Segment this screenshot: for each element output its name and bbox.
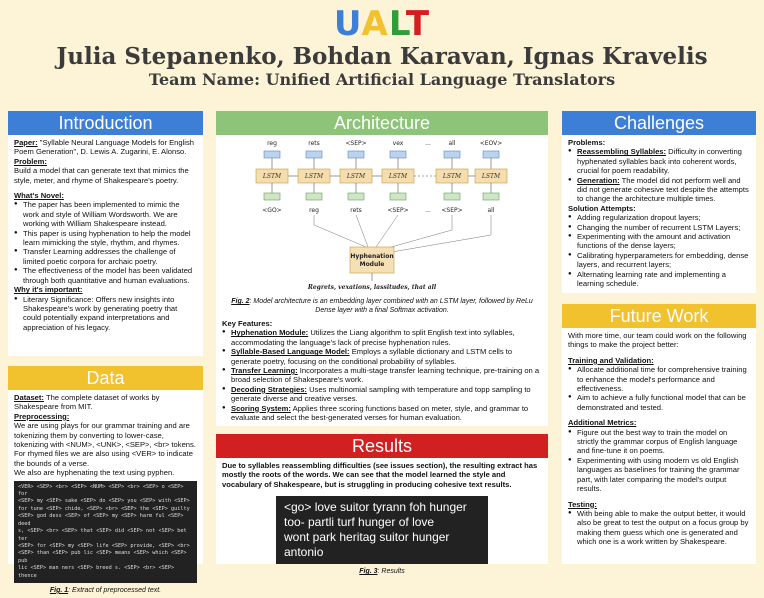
fig-label: Fig. 3 [359,568,378,576]
feature-name: Decoding Strategies: [231,384,307,394]
feature-name: Transfer Learning: [231,366,298,376]
list-item [568,147,750,175]
top-token: all [448,140,456,147]
bottom-token: <SEP> [441,207,463,214]
lstm-label: LSTM [481,173,501,180]
results-output-block [276,496,488,564]
lstm-label: LSTM [304,173,324,180]
top-token: vex [392,140,404,147]
embedding-box [348,193,364,200]
output-box [306,151,322,158]
dataset-label: Dataset: [14,393,44,402]
module-label-1: Hyphenation [350,253,394,260]
embedding-box [483,193,499,200]
lstm-label: LSTM [346,173,366,180]
paper-citation [14,138,197,157]
code-line: <SEP> for <SEP> my <SEP> life <SEP> provide, <SEP> <br> [18,542,190,549]
bottom-token: rets [350,207,362,214]
list-item: ● The paper has been implemented to mimic the work and style of William Wordsworth. We are working with William Shakespeare instead. [14,200,197,228]
code-line: for tune <SEP> chide, <SEP> <br> <SEP> the <SEP> guilty [18,505,190,512]
problems-list [568,147,750,203]
feature-text: Incorporates a multi-stage transfer learning technique, pre-training on a broad selection of Shakespeare's work. [231,366,540,385]
bottom-token: ... [425,207,431,214]
preprocessed-code-block [14,481,197,583]
list-item: ● Adding regularization dropout layers; [568,213,750,222]
paper-label: Paper: [14,138,38,147]
output-box [264,151,280,158]
preprocessing-text: We are using plays for our grammar training and are tokenizing them by converting to lower-case, tokenizing with <NUM>, <UNK>, <SEP>, <br> tokens. For rhymed files we are also using <VER> to indicate the bounds of a verse. [14,421,196,468]
logo-letter: U [333,4,362,44]
list-item [222,385,542,404]
introduction-title: Introduction [8,111,203,135]
fig-label: Fig. 2 [231,298,250,305]
training-list [568,365,750,412]
solutions-list [568,213,750,288]
code-line: <SEP> than <SEP> pub lic <SEP> means <SEP> which <SEP> pub [18,550,187,564]
list-item [222,347,542,366]
top-token: <EOV> [479,140,503,147]
problem-name: Generation: [577,175,620,185]
list-item: ● Literary Significance: Offers new insights into Shakespeare's work by generating poetry that could potentially expand interpretations and appreciation of his legacy. [14,295,197,333]
solutions-label: Solution Attempts: [568,203,636,213]
data-panel [8,366,203,594]
features-label: Key Features: [222,319,273,328]
hyphenation-module [350,247,394,273]
ualt-logo [0,6,764,42]
code-line: <VER> <SEP> <br> <SEP> <NUM> <SEP> <br> <SEP> o <SEP> for [18,483,184,498]
feature-name: Hyphenation Module: [231,328,309,338]
challenges-panel [562,111,756,293]
problem-text: Difficulty in converting hyphenated syllables back into coherent words, crucial for poem readability. [577,147,742,176]
output-line: <go> love suitor tyrann foh hunger [284,500,467,515]
testing-label: Testing: [568,499,597,509]
metrics-list [568,428,750,494]
preprocessing-label: Preprocessing: [14,411,70,421]
embedding-box [306,193,322,200]
embedding-box [444,193,460,200]
list-item [222,404,542,423]
output-line: too- partli turf hunger of love [284,515,435,530]
feature-text: Employs a syllable dictionary and LSTM cells to generate poetry, focusing on the conditional probability of syllables. [231,347,513,366]
top-token: rets [308,140,320,147]
future-work-title: Future Work [562,304,756,328]
code-line: lic <SEP> man ners <SEP> breed s. <SEP> <br> <SEP> thence [18,565,175,579]
figure-2-caption [222,297,542,315]
novel-label: What's Novel: [14,191,64,201]
problem-text: Build a model that can generate text that mimics the style, meter, and rhyme of Shakespeare's poetry. [14,166,189,185]
bottom-token: <SEP> [387,207,409,214]
data-title: Data [8,366,203,390]
bottom-token: <GO> [262,207,282,214]
future-intro: With more time, our team could work on the following things to make the project better: [568,331,747,350]
architecture-diagram [216,135,548,295]
feature-name: Scoring System: [231,403,291,413]
problem-text: The model did not perform well and did not generate cohesive text despite the attempts to change the architecture multiple times. [577,175,749,204]
features-list [222,328,542,422]
metrics-label: Additional Metrics: [568,418,637,428]
problem-name: Reassembling Syllables: [577,147,667,157]
architecture-title: Architecture [216,111,548,135]
top-token: <SEP> [345,140,367,147]
results-title: Results [216,434,548,458]
important-label: Why it's important: [14,285,83,295]
feature-text: Uses multinomial sampling with temperature and topp sampling to generate diverse and creative verses. [231,384,531,404]
bottom-token: reg [309,207,319,214]
code-line: s, <SEP> <br> <SEP> that <SEP> did <SEP> not <SEP> bet ter [18,528,187,542]
challenges-title: Challenges [562,111,756,135]
input-sentence: Regrets, vexations, lassitudes, that all [307,284,437,291]
paper-text: "Syllable Neural Language Models for English Poem Generation", D. Lewis A. Zugarini, E. Alonso. [14,138,194,157]
output-line: wont park heritag suitor hunger antonio [284,530,450,560]
results-text: Due to syllables reassembling difficulties (see issues section), the resulting extract has mostly the roots of the words. We can see that the model learned the style and vocabulary of Shakespeare, but is struggling in producing cohesive text results. [222,461,538,489]
list-item: ● Changing the number of recurrent LSTM Layers; [568,223,750,232]
code-line: <SEP> my <SEP> sake <SEP> do <SEP> you <SEP> with <SEP> [18,498,190,505]
list-item: ● With being able to make the output better, it would also be great to test the output on a focus group by making them guess which one is generated and which one is a work written by Shakespeare. [568,509,750,547]
list-item: ● Transfer Learning addresses the challenge of limited poetic corpora for archaic poetry. [14,247,197,266]
lstm-label: LSTM [262,173,282,180]
feature-name: Syllable-Based Language Model: [231,347,350,357]
fig-caption-text: : Results [377,568,405,576]
output-box [390,151,406,158]
list-item: ● Figure out the best way to train the model on strictly the grammar corpus of English language and fine-tune it on poems. [568,428,750,456]
embedding-box [264,193,280,200]
results-panel [216,434,548,576]
fig-caption-text: : Model architecture is an embedding layer combined with an LSTM layer, followed by ReLu Dense layer with a final Softmax activation. [249,298,533,314]
team-name: Team Name: Unified Artificial Language Translators [148,70,616,89]
dataset-desc: The complete dataset of works by Shakespeare from MIT. [14,393,160,412]
figure-3-caption [216,567,548,576]
module-label-2: Module [359,261,385,268]
introduction-panel [8,111,203,356]
logo-letter: T [405,4,431,44]
architecture-panel [216,111,548,426]
list-item: ● Allocate additional time for comprehensive training to enhance the model's performance and effectiveness. [568,365,750,393]
dataset-text [14,393,197,412]
lstm-label: LSTM [388,173,408,180]
testing-list [568,509,750,547]
top-token: reg [267,140,277,147]
future-work-panel [562,304,756,564]
output-box [444,151,460,158]
preprocessing-text-2: We also are hyphenating the text using pyphen. [14,468,175,478]
embedding-box [390,193,406,200]
top-token: ... [425,140,431,147]
logo-letter: A [361,4,389,44]
list-item: ● Alternating learning rate and implementing a learning schedule. [568,270,750,289]
novel-list [14,200,197,285]
output-box [483,151,499,158]
feature-text: Utilizes the Liang algorithm to split English text into syllables, accommodating the language's lack of precise hyphenation rules. [231,328,515,347]
list-item [568,176,750,204]
logo-letter: L [388,4,406,44]
authors: Julia Stepanenko, Bohdan Karavan, Ignas Kravelis [56,43,708,70]
fig-caption-text: : Extract of preprocessed text. [68,586,162,594]
list-item: ● This paper is using hyphenation to help the model learn mimicking the style, rhythm, and rhymes. [14,229,197,248]
feature-text: Applies three scoring functions based on meter, style, and grammar to evaluate and select the best-generated verses for human evaluation. [231,403,529,423]
output-box [348,151,364,158]
training-label: Training and Validation: [568,355,654,365]
list-item: ● Experimenting with using modern vs old English languages as baselines for training the grammar part, with later comparing the model's output results. [568,456,750,494]
fig-label: Fig. 1 [49,586,69,594]
important-list [14,295,197,333]
list-item [222,328,542,347]
problems-label: Problems: [568,138,606,147]
list-item: ● Calibrating hyperparameters for embedding, dense layers, and recurrent layers; [568,251,750,270]
code-line: <SEP> god dess <SEP> of <SEP> my <SEP> harm ful <SEP> deed [18,513,184,527]
bottom-token: all [487,207,495,214]
list-item: ● Aim to achieve a fully functional model that can be demonstrated and tested. [568,393,750,412]
list-item: ● Experimenting with the amount and activation functions of the dense layers; [568,232,750,251]
list-item [222,366,542,385]
figure-1-caption [14,586,197,595]
problem-label: Problem: [14,156,47,166]
list-item: ● The effectiveness of the model has been validated through both quantitative and human evaluations. [14,266,197,285]
lstm-label: LSTM [442,173,462,180]
